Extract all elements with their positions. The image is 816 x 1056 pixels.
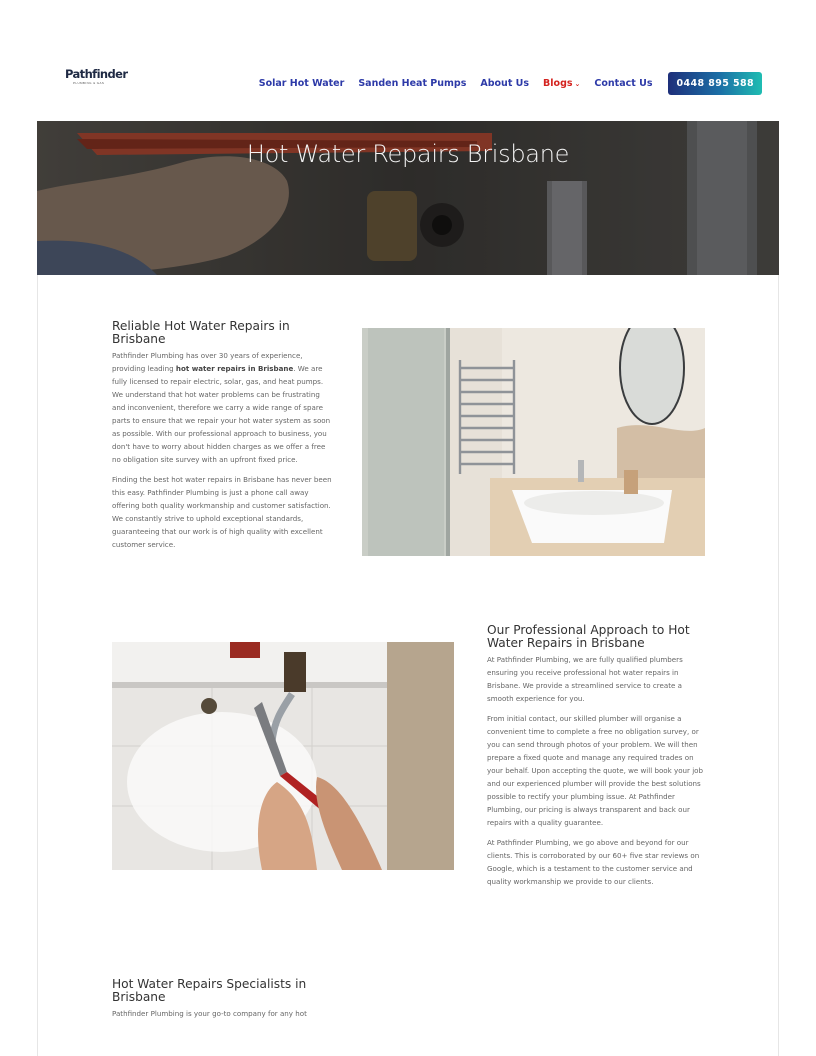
nav-blogs[interactable] [543,78,580,89]
paragraph: Finding the best hot water repairs in Brisbane has never been this easy. Pathfinder Plumbing is just a phone call away offering both quality workmanship and customer satisfaction. We constantly strive to uphold exceptional standards, guaranteeing that our work is of high quality with excellent customer service. [112,475,332,549]
paragraph: From initial contact, our skilled plumber will organise a convenient time to complete a free no obligation survey, or you can send through photos of your problem. We will then prepare a fixed quote and manage any required trades on your behalf. Upon accepting the quote, we will book your job and our experienced plumber will provide the best solutions possible to rectify your plumbing issue. At Pathfinder Plumbing, our pricing is always transparent and back our repairs with a quality guarantee. [487,714,704,827]
text: . We are fully licensed to repair electric, solar, gas, and heat pumps. We understand that hot water problems can be frustrating and inconvenient, therefore we carry a wide range of spare parts to ensure that we repair your hot water system as soon as possible. With our professional approach to business, you don't have to worry about hidden charges as we offer a free no obligation site survey with an upfront fixed price. [112,363,331,464]
section-heading-specialists: Hot Water Repairs Specialists in Brisbane [112,977,307,1004]
bold-keyword: hot water repairs in Brisbane [175,363,294,373]
nav-sanden-heat-pumps[interactable]: Sanden Heat Pumps [358,78,467,89]
text: Pathfinder Plumbing has over 30 years of experience, providing leading [112,351,303,373]
section-heading-professional: Our Professional Approach to Hot Water Repairs in Brisbane [487,623,690,650]
nav-blogs-label: Blogs [543,78,573,89]
paragraph: Pathfinder Plumbing is your go-to company for any hot [112,1009,307,1018]
main-nav [245,72,762,95]
bathroom-photo [362,328,705,556]
page-title: Hot Water Repairs Brisbane [246,140,570,168]
paragraph: At Pathfinder Plumbing, we are fully qualified plumbers ensuring you receive professional hot water repairs in Brisbane. We provide a streamlined service to create a smooth experience for you. [487,655,683,703]
section-body-reliable [112,350,332,559]
pathfinder-logo[interactable] [65,67,128,89]
logo-wordmark: Pathfinder [65,67,128,81]
paragraph [112,350,332,467]
section-body-professional [487,654,707,897]
nav-solar-hot-water[interactable]: Solar Hot Water [258,78,345,89]
plumber-repair-photo [112,642,454,870]
hero-banner [37,121,779,275]
section-body-specialists [112,1008,332,1028]
logo-tagline: PLUMBING & GAS [73,81,105,85]
nav-about-us[interactable]: About Us [480,78,530,89]
nav-contact-us[interactable]: Contact Us [594,78,653,89]
chevron-down-icon: ⌄ [574,80,581,88]
section-heading-reliable: Reliable Hot Water Repairs in Brisbane [112,319,290,346]
phone-call-button[interactable]: 0448 895 588 [668,72,762,95]
paragraph: At Pathfinder Plumbing, we go above and beyond for our clients. This is corroborated by our 60+ five star reviews on Google, which is a testament to the customer service and quality workmanship we provide to our clients. [487,838,700,887]
site-header [37,37,779,121]
